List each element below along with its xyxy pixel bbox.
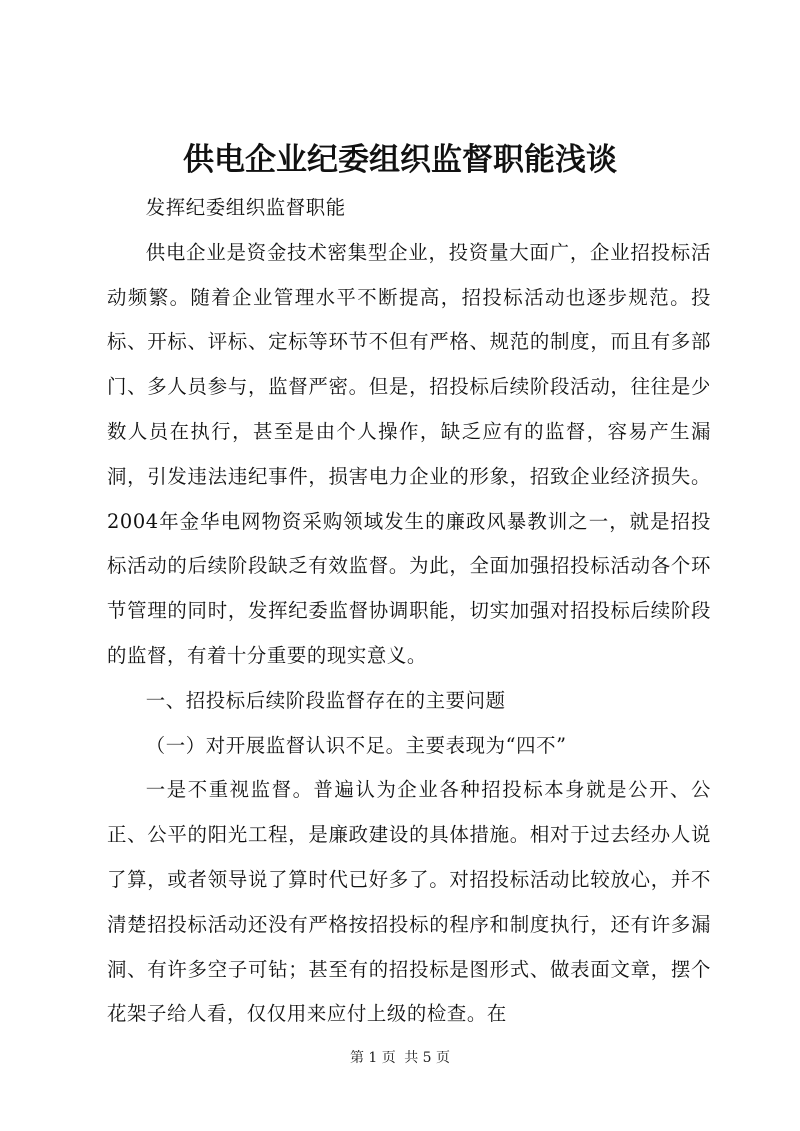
document-title: 供电企业纪委组织监督职能浅谈 — [183, 142, 617, 178]
page-number: 第 1 页 — [349, 1050, 396, 1066]
subtitle-paragraph: 发挥纪委组织监督职能 — [145, 196, 346, 219]
page-footer — [0, 1048, 800, 1068]
section-heading: 一、招投标后续阶段监督存在的主要问题 — [145, 688, 506, 712]
subsection-heading: （一）对开展监督认识不足。主要表现为“四不” — [145, 733, 567, 757]
body-paragraph: 一是不重视监督。普遍认为企业各种招投标本身就是公开、公正、公平的阳光工程，是廉政建设的具体措施。相对于过去经办人说了算，或者领导说了算时代已好多了。对招投标活动比较放心，并不清楚招投标活动还没有严格按招投标的程序和制度执行，还有许多漏洞、有许多空子可钻；甚至有的招投标是图形式、做表面文章，摆个花架子给人看，仅仅用来应付上级的检查。在 — [107, 778, 711, 1026]
intro-paragraph: 供电企业是资金技术密集型企业，投资量大面广，企业招投标活动频繁。随着企业管理水平不断提高，招投标活动也逐步规范。投标、开标、评标、定标等环节不但有严格、规范的制度，而且有多部门、多人员参与，监督严密。但是，招投标后续阶段活动，往往是少数人员在执行，甚至是由个人操作，缺乏应有的监督，容易产生漏洞，引发违法违纪事件，损害电力企业的形象，招致企业经济损失。2004年金华电网物资采购领域发生的廉政风暴教训之一，就是招投标活动的后续阶段缺乏有效监督。为此，全面加强招投标活动各个环节管理的同时，发挥纪委监督协调职能，切实加强对招投标后续阶段的监督，有着十分重要的现实意义。 — [107, 240, 711, 667]
document-body — [107, 186, 711, 1037]
page-total: 共 5 页 — [404, 1050, 451, 1066]
